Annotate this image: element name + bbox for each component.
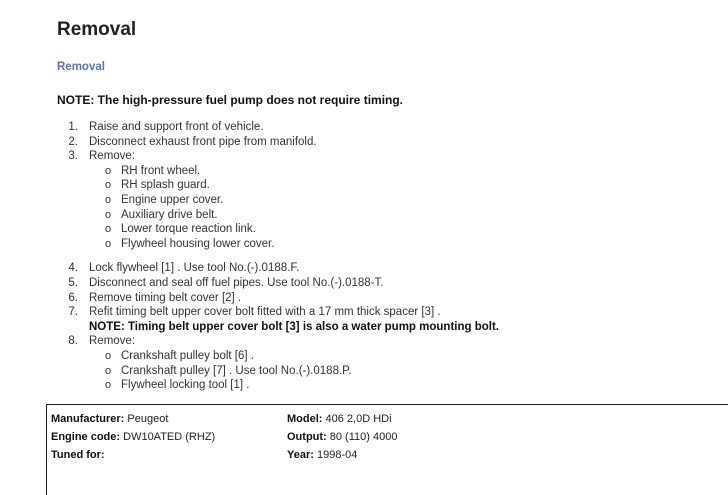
sub-item	[60, 378, 700, 393]
engine-code-value: DW10ATED (RHZ)	[123, 431, 216, 443]
vehicle-info-box	[46, 404, 728, 495]
sub-item-text: Flywheel locking tool [1] .	[121, 379, 250, 392]
step-text: Remove:	[89, 335, 136, 348]
sub-item	[60, 208, 700, 223]
model-label: Model:	[287, 413, 323, 425]
tuned-for-row	[51, 449, 105, 461]
bullet-icon: o	[105, 237, 112, 250]
year-value: 1998-04	[316, 449, 358, 461]
step-number: 2.	[68, 135, 78, 148]
manufacturer-row	[51, 413, 168, 425]
bullet-icon: o	[105, 349, 112, 362]
step-item	[60, 334, 700, 349]
step-note	[60, 320, 700, 335]
water-pump-note: NOTE: Timing belt upper cover bolt [3] is also a water pump mounting bolt.	[89, 320, 499, 333]
step-number: 8.	[68, 335, 78, 348]
sub-item-text: Crankshaft pulley [7] . Use tool No.(-).0188.P.	[121, 364, 352, 377]
step-number: 6.	[68, 291, 78, 304]
step-item	[60, 120, 700, 135]
sub-item-text: Engine upper cover.	[121, 193, 224, 206]
output-label: Output:	[287, 431, 327, 443]
bullet-icon: o	[105, 179, 112, 192]
sub-item-text: RH splash guard.	[121, 179, 210, 192]
step-text: Disconnect and seal off fuel pipes. Use tool No.(-).0188-T.	[89, 276, 384, 289]
manufacturer-label: Manufacturer:	[51, 413, 125, 425]
sub-item	[60, 222, 700, 237]
step-number: 4.	[68, 262, 78, 275]
step-text: Refit timing belt upper cover bolt fitted with a 17 mm thick spacer [3] .	[89, 306, 441, 319]
bullet-icon: o	[105, 379, 112, 392]
manufacturer-value: Peugeot	[127, 413, 169, 425]
step-text: Raise and support front of vehicle.	[89, 121, 264, 133]
section-heading-link[interactable]: Removal	[57, 61, 105, 73]
step-item	[60, 305, 700, 320]
sub-item	[60, 364, 700, 379]
bullet-icon: o	[105, 364, 112, 377]
step-number: 3.	[68, 150, 78, 163]
sub-item	[60, 178, 700, 193]
engine-code-label: Engine code:	[51, 431, 121, 443]
sub-item	[60, 237, 700, 252]
fuel-pump-note: NOTE: The high-pressure fuel pump does not require timing.	[57, 93, 404, 107]
step-text: Lock flywheel [1] . Use tool No.(-).0188.F.	[89, 262, 300, 275]
sub-item	[60, 164, 700, 179]
bullet-icon: o	[105, 208, 112, 221]
output-row	[287, 431, 397, 443]
sub-item	[60, 193, 700, 208]
step-item	[60, 261, 700, 276]
bullet-icon: o	[105, 223, 112, 236]
step-text: Disconnect exhaust front pipe from manifold.	[89, 135, 317, 148]
tuned-for-label: Tuned for:	[51, 449, 105, 461]
step-text: Remove timing belt cover [2] .	[89, 291, 242, 304]
step-number: 5.	[68, 276, 78, 289]
bullet-icon: o	[105, 193, 112, 206]
sub-item-text: Flywheel housing lower cover.	[121, 237, 275, 250]
bullet-icon: o	[105, 164, 112, 177]
model-value: 406 2,0D HDi	[325, 413, 392, 425]
sub-item-text: Crankshaft pulley bolt [6] .	[121, 349, 254, 362]
year-label: Year:	[287, 449, 314, 461]
step-text: Remove:	[89, 150, 136, 163]
step-item	[60, 135, 700, 150]
step-item	[60, 149, 700, 164]
year-row	[287, 449, 357, 461]
output-value: 80 (110) 4000	[329, 431, 398, 443]
engine-code-row	[51, 431, 215, 443]
sub-item-text: Lower torque reaction link.	[121, 223, 256, 236]
step-number: 7.	[68, 306, 78, 319]
step-number: 1.	[68, 121, 78, 133]
page-title: Removal	[57, 19, 137, 40]
step-item	[60, 291, 700, 306]
sub-item	[60, 349, 700, 364]
removal-steps-list	[60, 120, 700, 393]
model-row	[287, 413, 392, 425]
sub-item-text: Auxiliary drive belt.	[121, 208, 218, 221]
sub-item-text: RH front wheel.	[121, 164, 201, 177]
step-item	[60, 276, 700, 291]
